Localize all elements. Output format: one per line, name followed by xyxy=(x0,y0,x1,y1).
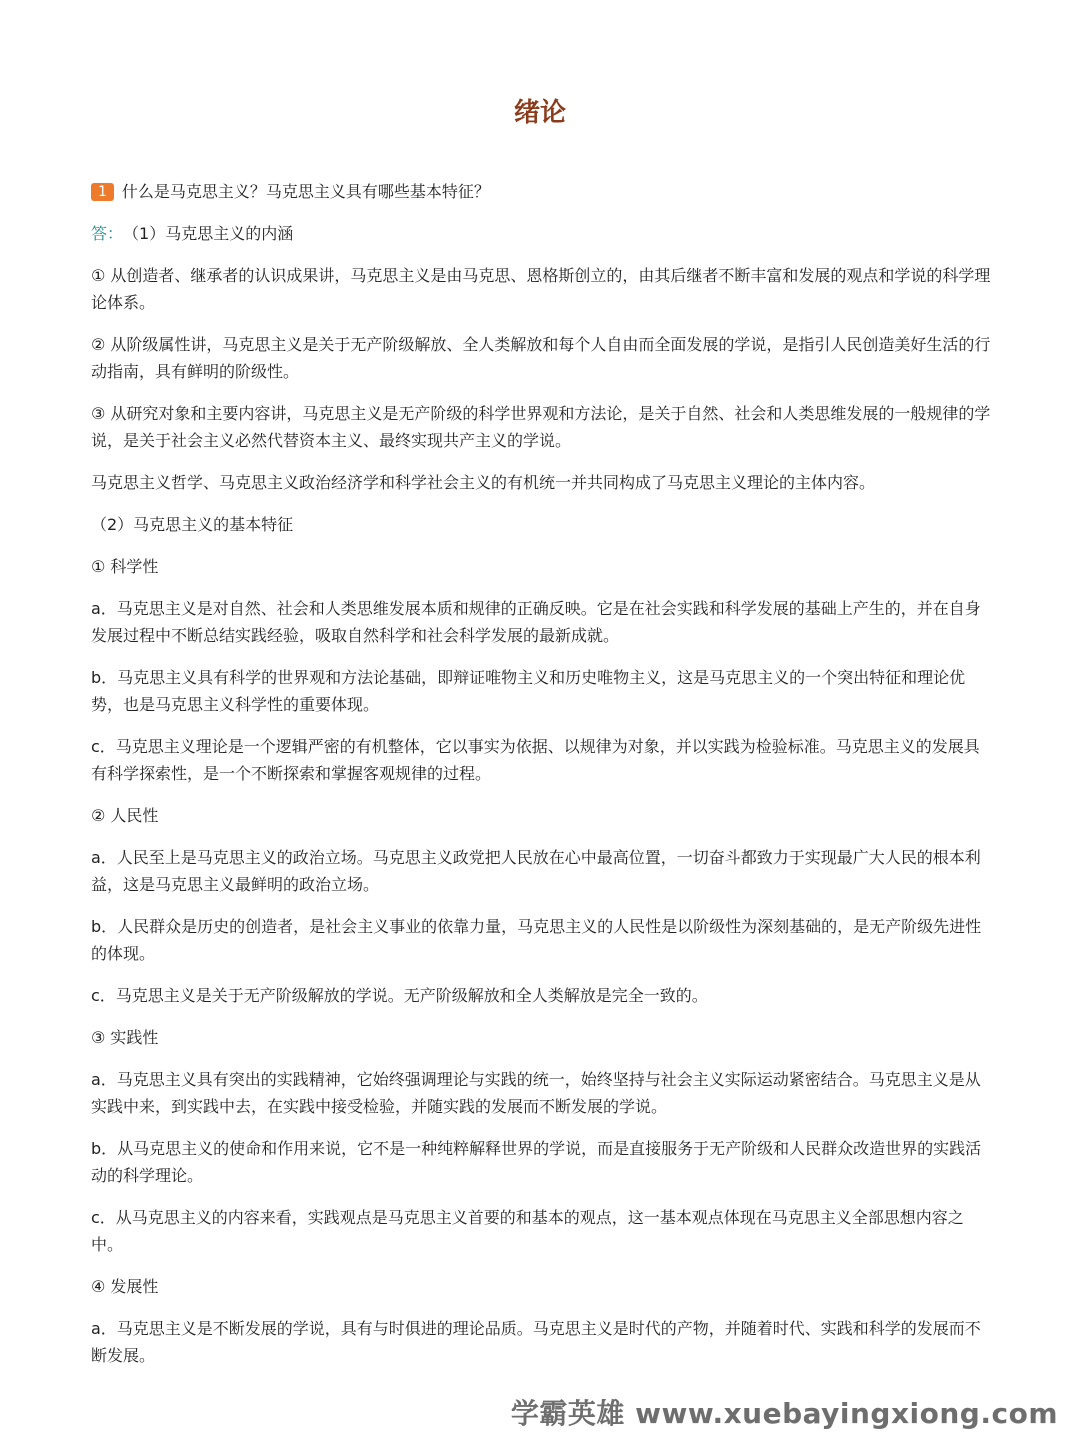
paragraph: a．马克思主义是对自然、社会和人类思维发展本质和规律的正确反映。它是在社会实践和科学发展的基础上产生的，并在自身发展过程中不断总结实践经验，吸取自然科学和社会科学发展的最新成就。 xyxy=(91,599,981,645)
answer-heading xyxy=(91,220,991,247)
paragraph: 马克思主义哲学、马克思主义政治经济学和科学社会主义的有机统一并共同构成了马克思主义理论的主体内容。 xyxy=(91,473,876,492)
question-number-badge: 1 xyxy=(91,183,114,201)
paragraph: c．马克思主义理论是一个逻辑严密的有机整体，它以事实为依据、以规律为对象，并以实践为检验标准。马克思主义的发展具有科学探索性，是一个不断探索和掌握客观规律的过程。 xyxy=(91,737,980,783)
document-body xyxy=(91,178,991,1384)
answer-label: 答： xyxy=(91,224,124,243)
paragraph: ③ 从研究对象和主要内容讲，马克思主义是无产阶级的科学世界观和方法论，是关于自然、社会和人类思维发展的一般规律的学说，是关于社会主义必然代替资本主义、最终实现共产主义的学说。 xyxy=(91,404,991,450)
section-heading: （2）马克思主义的基本特征 xyxy=(91,515,294,534)
paragraph: b．马克思主义具有科学的世界观和方法论基础，即辩证唯物主义和历史唯物主义，这是马克思主义的一个突出特征和理论优势，也是马克思主义科学性的重要体现。 xyxy=(91,668,966,714)
paragraph: a．马克思主义是不断发展的学说，具有与时俱进的理论品质。马克思主义是时代的产物，并随着时代、实践和科学的发展而不断发展。 xyxy=(91,1319,981,1365)
subsection-heading: ① 科学性 xyxy=(91,557,159,576)
question-line xyxy=(91,178,991,205)
paragraph: c．马克思主义是关于无产阶级解放的学说。无产阶级解放和全人类解放是完全一致的。 xyxy=(91,986,708,1005)
subsection-heading: ③ 实践性 xyxy=(91,1028,159,1047)
paragraph: b．人民群众是历史的创造者，是社会主义事业的依靠力量，马克思主义的人民性是以阶级性为深刻基础的，是无产阶级先进性的体现。 xyxy=(91,917,982,963)
footer-watermark: 学霸英雄 www.xuebayingxiong.com xyxy=(510,1397,1058,1430)
subsection-heading: ② 人民性 xyxy=(91,806,159,825)
paragraph: ① 从创造者、继承者的认识成果讲，马克思主义是由马克思、恩格斯创立的，由其后继者不断丰富和发展的观点和学说的科学理论体系。 xyxy=(91,266,991,312)
subsection-heading: ④ 发展性 xyxy=(91,1277,159,1296)
paragraph: a．人民至上是马克思主义的政治立场。马克思主义政党把人民放在心中最高位置，一切奋斗都致力于实现最广大人民的根本利益，这是马克思主义最鲜明的政治立场。 xyxy=(91,848,981,894)
paragraph: c．从马克思主义的内容来看，实践观点是马克思主义首要的和基本的观点，这一基本观点体现在马克思主义全部思想内容之中。 xyxy=(91,1208,964,1254)
question-text: 什么是马克思主义？马克思主义具有哪些基本特征？ xyxy=(121,182,490,201)
paragraph: a．马克思主义具有突出的实践精神，它始终强调理论与实践的统一，始终坚持与社会主义实际运动紧密结合。马克思主义是从实践中来，到实践中去，在实践中接受检验，并随实践的发展而不断发展的学说。 xyxy=(91,1070,981,1116)
paragraph: （1）马克思主义的内涵 xyxy=(131,224,294,243)
paragraph: b．从马克思主义的使命和作用来说，它不是一种纯粹解释世界的学说，而是直接服务于无产阶级和人民群众改造世界的实践活动的科学理论。 xyxy=(91,1139,982,1185)
page-title: 绪论 xyxy=(513,98,566,128)
paragraph: ② 从阶级属性讲，马克思主义是关于无产阶级解放、全人类解放和每个人自由而全面发展的学说，是指引人民创造美好生活的行动指南，具有鲜明的阶级性。 xyxy=(91,335,991,381)
